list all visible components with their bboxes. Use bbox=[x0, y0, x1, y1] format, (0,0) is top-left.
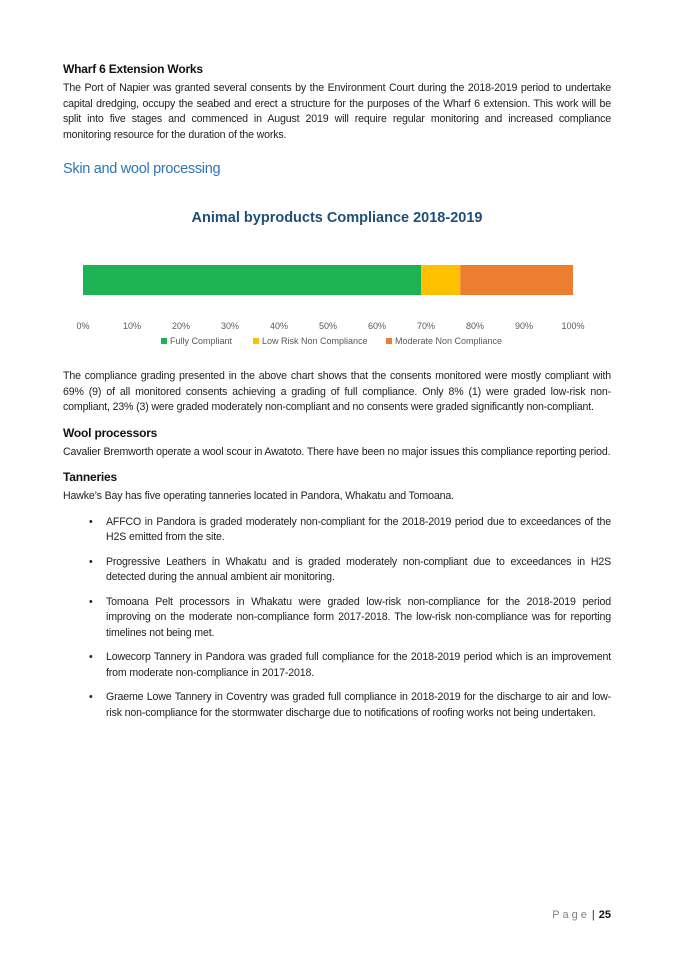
section-title: Skin and wool processing bbox=[63, 161, 221, 177]
page-footer bbox=[552, 909, 611, 921]
x-tick-label: 50% bbox=[318, 321, 338, 331]
page-content bbox=[63, 62, 611, 730]
x-tick-label: 30% bbox=[220, 321, 240, 331]
footer-separator: | bbox=[591, 909, 595, 921]
tanneries-heading: Tanneries bbox=[63, 470, 117, 484]
bar-segment-low-risk-non-compliance bbox=[421, 265, 460, 295]
list-item-text: Graeme Lowe Tannery in Coventry was graded full compliance in 2018-2019 for the discharge to air and low-risk non-compliance for the stormwater discharge due to notifications of roofing works not being undertaken. bbox=[106, 691, 611, 719]
list-item-text: Progressive Leathers in Whakatu and is graded moderately non-compliant due to exceedances in H2S detected during the annual ambient air monitoring. bbox=[106, 555, 611, 583]
summary-paragraph: The compliance grading presented in the above chart shows that the consents monitored were mostly compliant with 69% (9) of all monitored consents achieving a grading of full compliance. Only 8% (1) were graded low-risk non-compliant, 23% (3) were graded moderately non-compliant and no consents were graded significantly non-compliant. bbox=[63, 370, 611, 413]
tanneries-list bbox=[63, 515, 611, 722]
compliance-chart bbox=[63, 187, 611, 352]
x-tick-label: 10% bbox=[122, 321, 142, 331]
page-number: 25 bbox=[598, 909, 611, 921]
tanneries-intro: Hawke’s Bay has five operating tanneries located in Pandora, Whakatu and Tomoana. bbox=[63, 490, 454, 502]
bullet-icon: • bbox=[89, 691, 93, 703]
x-tick-label: 80% bbox=[465, 321, 485, 331]
x-tick-label: 90% bbox=[514, 321, 534, 331]
chart-svg bbox=[63, 187, 611, 352]
wool-paragraph: Cavalier Bremworth operate a wool scour in Awatoto. There have been no major issues this compliance reporting period. bbox=[63, 445, 611, 458]
legend-label: Low Risk Non Compliance bbox=[262, 336, 368, 346]
legend-swatch bbox=[386, 338, 392, 344]
list-item-text: Tomoana Pelt processors in Whakatu were graded low-risk non-compliance for the 2018-2019 period improving on the moderate non-compliance form 2017-2018. The low-risk non-compliance was for reporting timelines not being met. bbox=[106, 595, 611, 639]
list-item-text: Lowecorp Tannery in Pandora was graded full compliance for the 2018-2019 period which is an improvement from moderate non-compliance in 2017-2018. bbox=[106, 651, 611, 679]
chart-title: Animal byproducts Compliance 2018-2019 bbox=[191, 210, 483, 226]
legend-label: Fully Compliant bbox=[170, 336, 233, 346]
footer-label: Page bbox=[552, 909, 590, 921]
legend-swatch bbox=[161, 338, 167, 344]
list-item-text: AFFCO in Pandora is graded moderately non-compliant for the 2018-2019 period due to exceedances of the H2S emitted from the site. bbox=[106, 515, 611, 543]
legend-swatch bbox=[253, 338, 259, 344]
bar-segment-moderate-non-compliance bbox=[460, 265, 573, 295]
x-tick-label: 40% bbox=[269, 321, 289, 331]
wharf-heading: Wharf 6 Extension Works bbox=[63, 62, 203, 76]
bullet-icon: • bbox=[89, 595, 93, 608]
list-item bbox=[63, 650, 611, 681]
list-item bbox=[63, 515, 611, 546]
x-tick-label: 100% bbox=[561, 321, 585, 331]
legend-label: Moderate Non Compliance bbox=[395, 336, 503, 346]
list-item bbox=[63, 690, 611, 721]
bar-segment-fully-compliant bbox=[83, 265, 421, 295]
x-tick-label: 70% bbox=[416, 321, 436, 331]
wharf-paragraph: The Port of Napier was granted several consents by the Environment Court during the 2018-2019 period to undertake capital dredging, occupy the seabed and erect a structure for the purposes of the Wharf 6 extension. This work will be split into five stages and commenced in August 2019 will require regular monitoring and increased compliance monitoring resource for the duration of the works. bbox=[63, 82, 611, 141]
bullet-icon: • bbox=[89, 515, 93, 528]
x-tick-label: 60% bbox=[367, 321, 387, 331]
wool-heading: Wool processors bbox=[63, 425, 158, 440]
x-tick-label: 20% bbox=[171, 321, 191, 331]
bullet-icon: • bbox=[89, 651, 93, 663]
x-tick-label: 0% bbox=[76, 321, 90, 331]
list-item bbox=[63, 595, 611, 642]
bullet-icon: • bbox=[89, 555, 93, 568]
list-item bbox=[63, 555, 611, 586]
